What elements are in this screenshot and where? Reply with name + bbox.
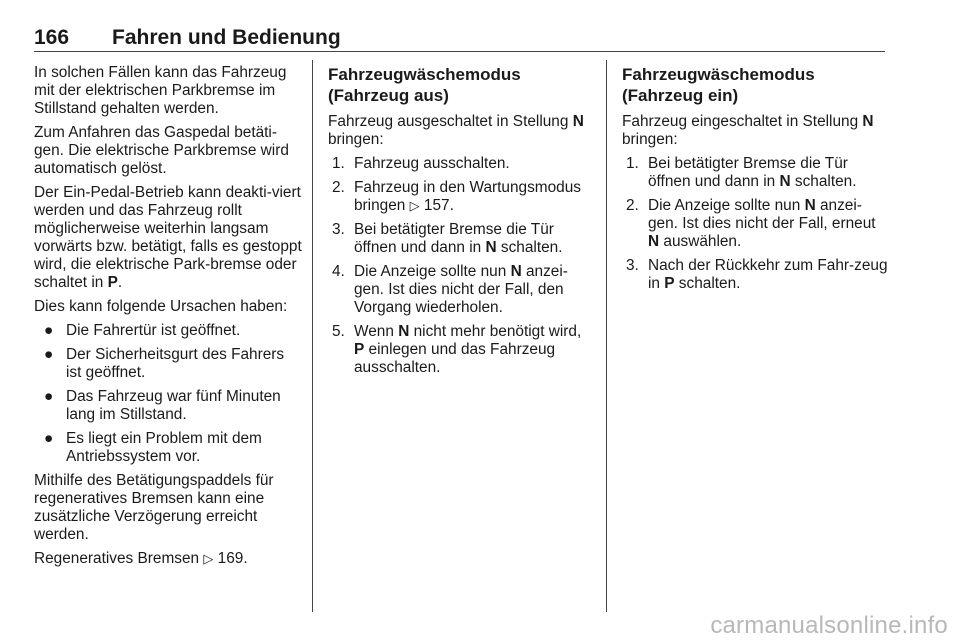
list-item: ● Der Sicherheitsgurt des Fahrers ist geöffnet. [44, 346, 285, 381]
paragraph: Mithilfe des Betätigungspaddels für regeneratives Bremsen kann eine zusätzliche Verzögerung erreicht werden. [34, 472, 274, 543]
section-heading: Fahrzeugwäschemodus (Fahrzeug ein) [622, 65, 815, 105]
pointer-triangle-icon: ▷ [203, 551, 214, 566]
paragraph: In solchen Fällen kann das Fahrzeug mit der elektrischen Parkbremse im Stillstand gehalten werden. [34, 64, 287, 117]
pointer-triangle-icon: ▷ [409, 198, 420, 213]
step-list [622, 155, 888, 293]
paragraph: Regeneratives Bremsen ▷ 169. [34, 550, 248, 567]
paragraph: Dies kann folgende Ursachen haben: [34, 298, 288, 315]
page-reference[interactable]: 169. [217, 550, 248, 567]
step-list [328, 155, 594, 377]
bullet-icon: ● [44, 388, 54, 405]
column-divider-2 [606, 60, 607, 612]
list-item: 4. Die Anzeige sollte nun N anzei‐gen. Ist dies nicht der Fall, den Vorgang wiederholen. [332, 263, 568, 316]
gear-key: P [107, 274, 118, 291]
list-item: 5. Wenn N nicht mehr benötigt wird, P einlegen und das Fahrzeug ausschalten. [332, 323, 582, 376]
header-rule [34, 51, 885, 52]
chapter-title: Fahren und Bedienung [112, 26, 341, 49]
list-item: 3. Nach der Rückkehr zum Fahr‐zeug in P schalten. [626, 257, 888, 292]
paragraph: Fahrzeug eingeschaltet in Stellung N bringen: [622, 113, 874, 148]
list-item: 2. Die Anzeige sollte nun N anzei‐gen. Ist dies nicht der Fall, erneut N auswählen. [626, 197, 876, 250]
list-item: 1. Bei betätigter Bremse die Tür öffnen und dann in N schalten. [626, 155, 857, 190]
bullet-icon: ● [44, 430, 54, 447]
bullet-icon: ● [44, 346, 54, 363]
paragraph: Der Ein-Pedal-Betrieb kann deakti‐viert werden und das Fahrzeug rollt möglicherweise weiterhin langsam vorwärts bzw. betätigt, falls es gestoppt wird, die elektrische Park‐bremse oder schaltet in P. [34, 184, 302, 291]
column-2 [328, 64, 594, 383]
list-item: ● Das Fahrzeug war fünf Minuten lang im Stillstand. [44, 388, 281, 423]
page-number: 166 [34, 26, 70, 49]
watermark: carmanualsonline.info [710, 612, 948, 639]
list-item: 2. Fahrzeug in den Wartungsmodus bringen ▷ 157. [332, 179, 581, 214]
column-divider-1 [312, 60, 313, 612]
cause-list [34, 322, 302, 466]
paragraph: Fahrzeug ausgeschaltet in Stellung N bringen: [328, 113, 584, 148]
page-reference[interactable]: 157. [423, 197, 454, 214]
column-1 [34, 64, 302, 574]
bullet-icon: ● [44, 322, 54, 339]
list-item: 1. Fahrzeug ausschalten. [332, 155, 510, 172]
list-item: 3. Bei betätigter Bremse die Tür öffnen und dann in N schalten. [332, 221, 563, 256]
page-header [34, 26, 884, 52]
paragraph: Zum Anfahren das Gaspedal betäti‐gen. Die elektrische Parkbremse wird automatisch gelöst. [34, 124, 289, 177]
section-heading: Fahrzeugwäschemodus (Fahrzeug aus) [328, 65, 521, 105]
column-3 [622, 64, 888, 299]
list-item: ● Es liegt ein Problem mit dem Antriebssystem vor. [44, 430, 262, 465]
list-item: ● Die Fahrertür ist geöffnet. [44, 322, 241, 339]
